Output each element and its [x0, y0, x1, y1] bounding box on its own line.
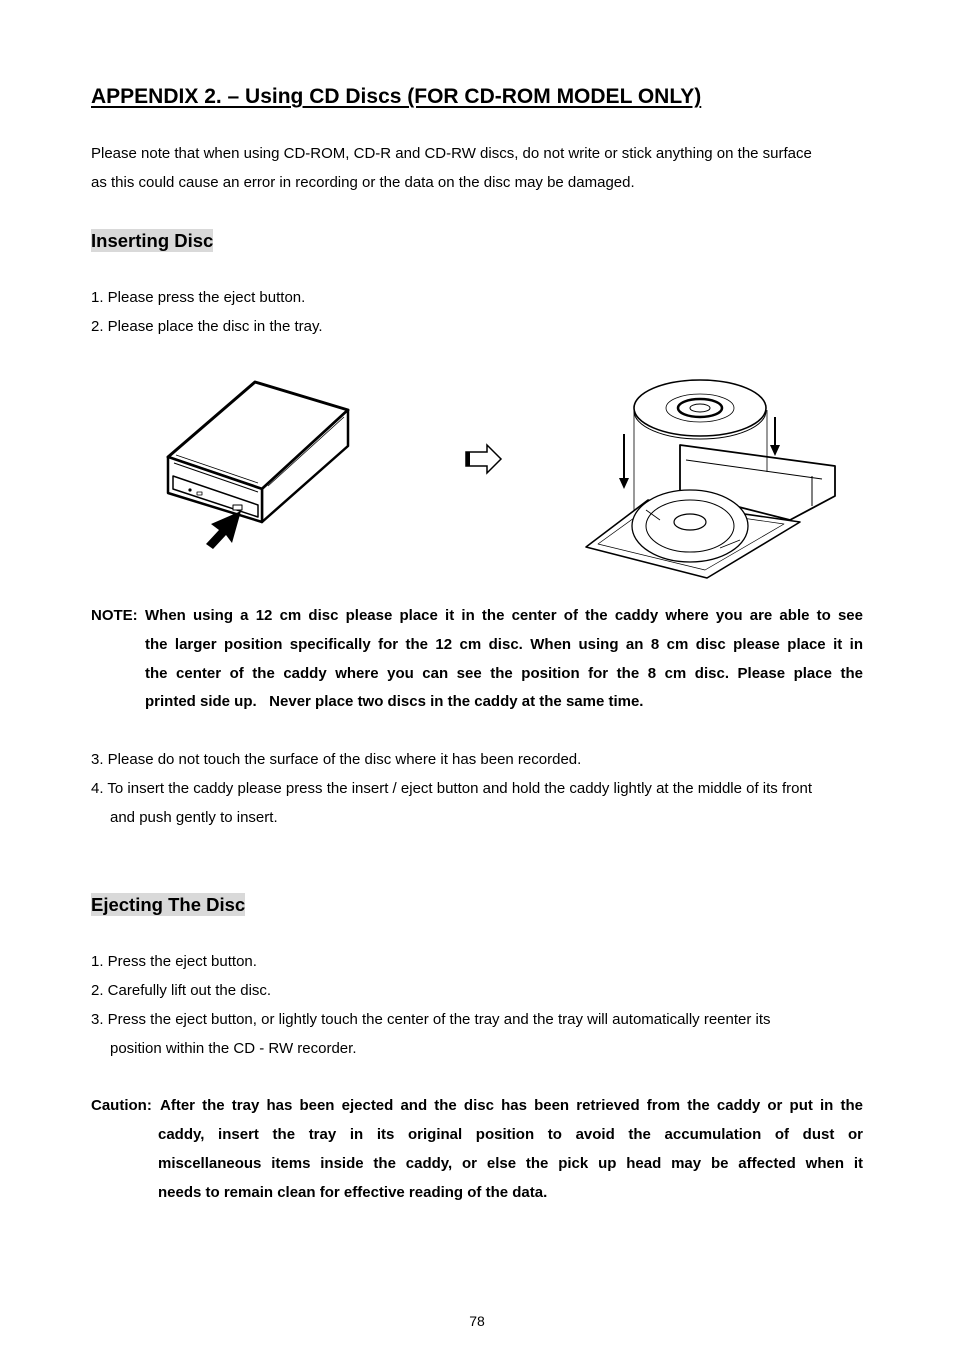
- list-item: 3. Please do not touch the surface of the disc where it has been recorded.: [91, 751, 582, 768]
- list-item-continuation: and push gently to insert.: [110, 809, 278, 826]
- list-item: 1. Please press the eject button.: [91, 289, 306, 306]
- note-label: NOTE:: [91, 607, 138, 624]
- down-arrow-icon: [619, 434, 629, 489]
- section-heading-ejecting-disc: Ejecting The Disc: [91, 894, 246, 915]
- caution-label: Caution:: [91, 1097, 152, 1114]
- cd-drive-closed-drawing: [168, 382, 348, 522]
- list-item: 3. Press the eject button, or lightly touch the center of the tray and the tray will automatically reenter its: [91, 1011, 771, 1028]
- intro-line: Please note that when using CD-ROM, CD-R and CD-RW discs, do not write or stick anything on the surface: [91, 145, 812, 162]
- caution-line: After the tray has been ejected and the disc has been retrieved from the caddy or put in the: [160, 1097, 863, 1114]
- cd-disc-drawing: [634, 380, 766, 439]
- disc-insertion-illustration: [0, 360, 954, 590]
- page-title: APPENDIX 2. – Using CD Discs (FOR CD-ROM MODEL ONLY): [91, 85, 702, 108]
- pointer-arrow-icon: [206, 511, 241, 549]
- list-item: 2. Carefully lift out the disc.: [91, 982, 272, 999]
- caution-line: needs to remain clean for effective reading of the data.: [158, 1184, 548, 1201]
- note-line: the larger position specifically for the 12 cm disc. When using an 8 cm disc please place it in: [145, 636, 863, 653]
- down-arrow-icon: [770, 417, 780, 456]
- list-item: 4. To insert the caddy please press the insert / eject button and hold the caddy lightly at the middle of its front: [91, 780, 812, 797]
- note-line: When using a 12 cm disc please place it in the center of the caddy where you are able to see: [145, 607, 863, 624]
- caution-line: caddy, insert the tray in its original position to avoid the accumulation of dust or: [158, 1126, 863, 1143]
- note-line: printed side up. Never place two discs in the caddy at the same time.: [145, 693, 644, 710]
- section-heading-inserting-disc: Inserting Disc: [91, 230, 214, 251]
- note-line: the center of the caddy where you can see the position for the 8 cm disc. Please place the: [145, 665, 863, 682]
- page-number: 78: [469, 1313, 485, 1329]
- list-item-continuation: position within the CD - RW recorder.: [110, 1040, 357, 1057]
- intro-line: as this could cause an error in recording or the data on the disc may be damaged.: [91, 174, 635, 191]
- caution-line: miscellaneous items inside the caddy, or else the pick up head may be affected when it: [158, 1155, 863, 1172]
- list-item: 2. Please place the disc in the tray.: [91, 318, 323, 335]
- right-arrow-icon: [466, 445, 501, 473]
- list-item: 1. Press the eject button.: [91, 953, 257, 970]
